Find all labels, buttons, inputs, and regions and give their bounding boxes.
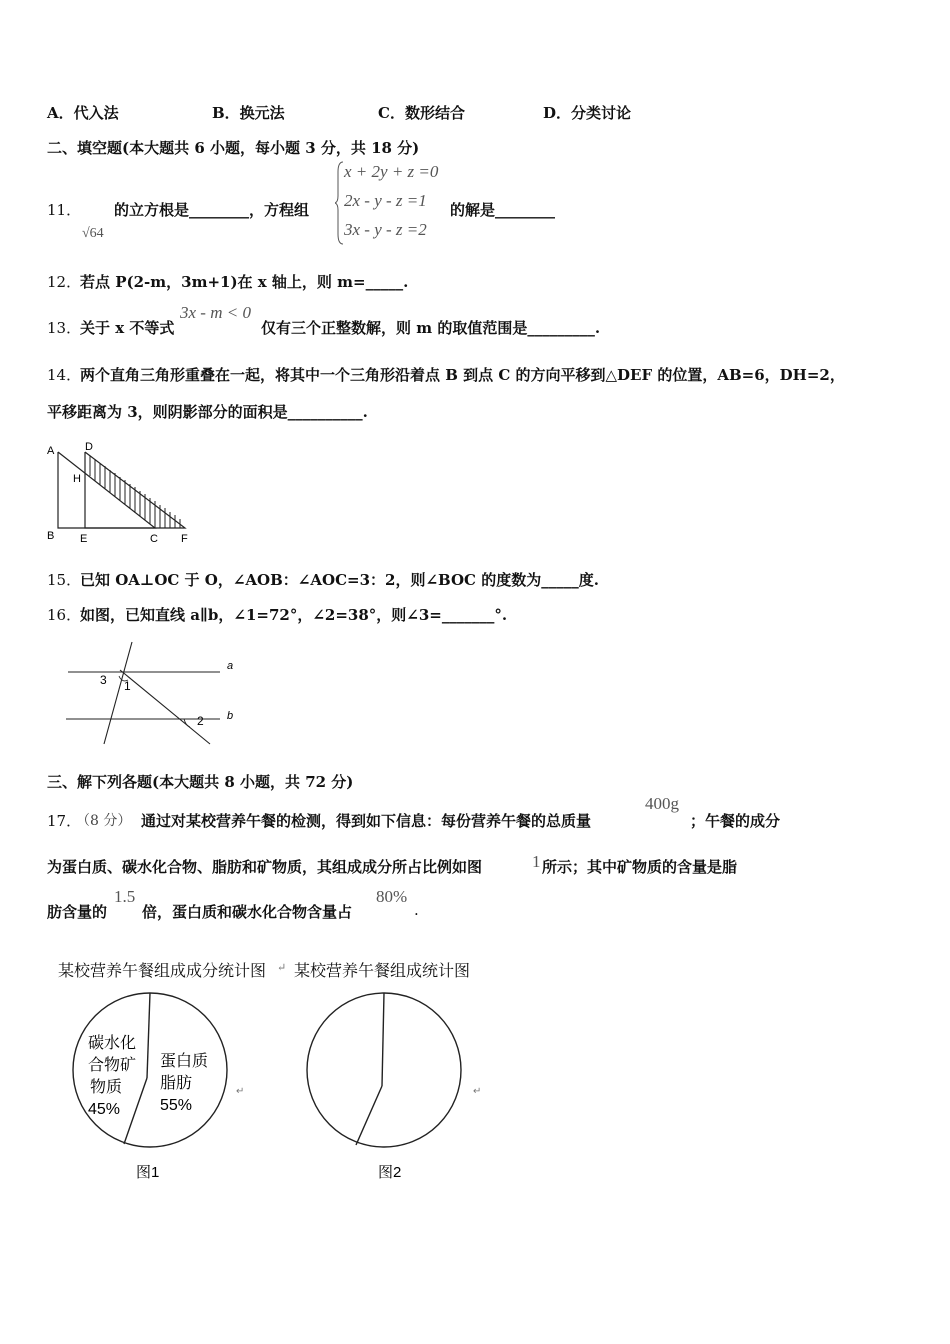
pie-1-right-value: 55% (160, 1097, 193, 1114)
label-line-b: b (227, 710, 234, 722)
option-c: C．数形结合 (378, 104, 465, 122)
q17-text-4: 所示；其中矿物质的含量是脂 (542, 858, 738, 876)
q17-ratio: 1.5 (114, 887, 136, 906)
q15-text: 已知 OA⊥OC 于 O，∠AOB：∠AOC=3：2，则∠BOC 的度数为_____度. (80, 571, 599, 589)
option-b: B．换元法 (212, 104, 285, 122)
label-b: B (47, 530, 55, 542)
q16-parallel-lines-figure (60, 636, 260, 748)
section-3-heading: 三、解下列各题(本大题共 8 小题，共 72 分) (47, 773, 354, 791)
pie-1-right-line-1: 蛋白质 (160, 1053, 209, 1070)
triangle-abc (58, 452, 155, 528)
q11-text-1: 的立方根是________，方程组 (114, 201, 310, 219)
q13-text-pre: 关于 x 不等式 (80, 319, 175, 337)
q14-triangle-figure (42, 438, 202, 548)
q17-percent: 80% (376, 887, 408, 906)
pie-1-caption: 图1 (136, 1164, 160, 1181)
pie-1-right-line-2: 脂肪 (160, 1075, 193, 1092)
label-f: F (181, 533, 188, 545)
q13-number: 13． (47, 319, 82, 337)
pie-2-divider-top (382, 993, 384, 1086)
q12-text: 若点 P(2-m，3m+1)在 x 轴上，则 m=_____. (80, 273, 409, 291)
q17-figure-ref: 1 (532, 852, 541, 871)
q14-text-line-1: 两个直角三角形重叠在一起，将其中一个三角形沿着点 B 到点 C 的方向平移到△DEF 的位置，AB=6，DH=2， (80, 366, 845, 384)
q17-mass: 400g (645, 794, 679, 813)
q11-radical: √64 (82, 226, 104, 241)
label-line-a: a (227, 660, 234, 672)
q17-text-7: . (414, 901, 419, 919)
q14-text-line-2: 平移距离为 3，则阴影部分的面积是__________. (47, 403, 368, 421)
label-h: H (73, 473, 81, 485)
pie-chart-1 (73, 993, 227, 1181)
option-d: D．分类讨论 (543, 104, 632, 122)
label-e: E (80, 533, 88, 545)
pie-chart-2 (307, 993, 461, 1181)
q17-text-3: 为蛋白质、碳水化合物、脂肪和矿物质，其组成成分所占比例如图 (47, 858, 483, 876)
label-angle-3: 3 (100, 673, 107, 687)
pie-1-divider-bottom (124, 1078, 147, 1144)
option-a: A．代入法 (47, 104, 119, 122)
q13-inequality: 3x - m < 0 (180, 303, 251, 322)
pie-2-divider-bottom (356, 1086, 382, 1145)
pie-1-left-line-3: 物质 (90, 1079, 123, 1096)
q17-text-6: 倍，蛋白质和碳水化合物含量占 (142, 903, 353, 921)
q17-number: 17． (47, 812, 82, 830)
q14-number: 14． (47, 366, 82, 384)
label-d: D (85, 441, 93, 453)
figure-1-title: 某校营养午餐组成成分统计图 (58, 961, 267, 980)
q17-text-1: 通过对某校营养午餐的检测，得到如下信息：每份营养午餐的总质量 (141, 812, 592, 830)
label-angle-2: 2 (197, 714, 204, 728)
pie-2-caption: 图2 (378, 1164, 402, 1181)
pie-1-return-mark: ↵ (236, 1086, 245, 1097)
figure-1-title-mark: ↵ (277, 961, 287, 974)
q17-text-5: 肪含量的 (47, 903, 108, 921)
pie-1-left-line-2: 合物矿 (88, 1057, 137, 1074)
pie-1-left-value: 45% (88, 1101, 121, 1118)
q11-equation-1: x + 2y + z =0 (344, 162, 439, 181)
q11-equation-3: 3x - y - z =2 (344, 220, 427, 239)
q15-number: 15． (47, 571, 82, 589)
q16-number: 16． (47, 606, 82, 624)
pie-charts (60, 990, 500, 1190)
section-2-heading: 二、填空题(本大题共 6 小题，每小题 3 分，共 18 分) (47, 139, 420, 157)
transversal-2 (120, 670, 210, 744)
q17-score: （8 分） (76, 813, 132, 829)
q16-text: 如图，已知直线 a∥b，∠1=72°，∠2=38°，则∠3=_______°. (80, 606, 508, 624)
q11-number: 11． (47, 201, 82, 219)
label-c: C (150, 533, 158, 545)
label-a: A (47, 445, 55, 457)
transversal-1 (104, 642, 132, 744)
q12-number: 12． (47, 273, 82, 291)
pie-2-return-mark: ↵ (473, 1086, 482, 1097)
q11-equation-2: 2x - y - z =1 (344, 191, 427, 210)
q17-text-2: ；午餐的成分 (690, 812, 781, 830)
figure-2-title: 某校营养午餐组成统计图 (294, 961, 471, 980)
q13-text-post: 仅有三个正整数解，则 m 的取值范围是_________. (261, 319, 601, 337)
pie-1-left-line-1: 碳水化 (88, 1035, 137, 1052)
q11-text-2: 的解是________ (450, 201, 556, 219)
label-angle-1: 1 (124, 679, 131, 693)
pie-1-divider-top (147, 993, 150, 1078)
